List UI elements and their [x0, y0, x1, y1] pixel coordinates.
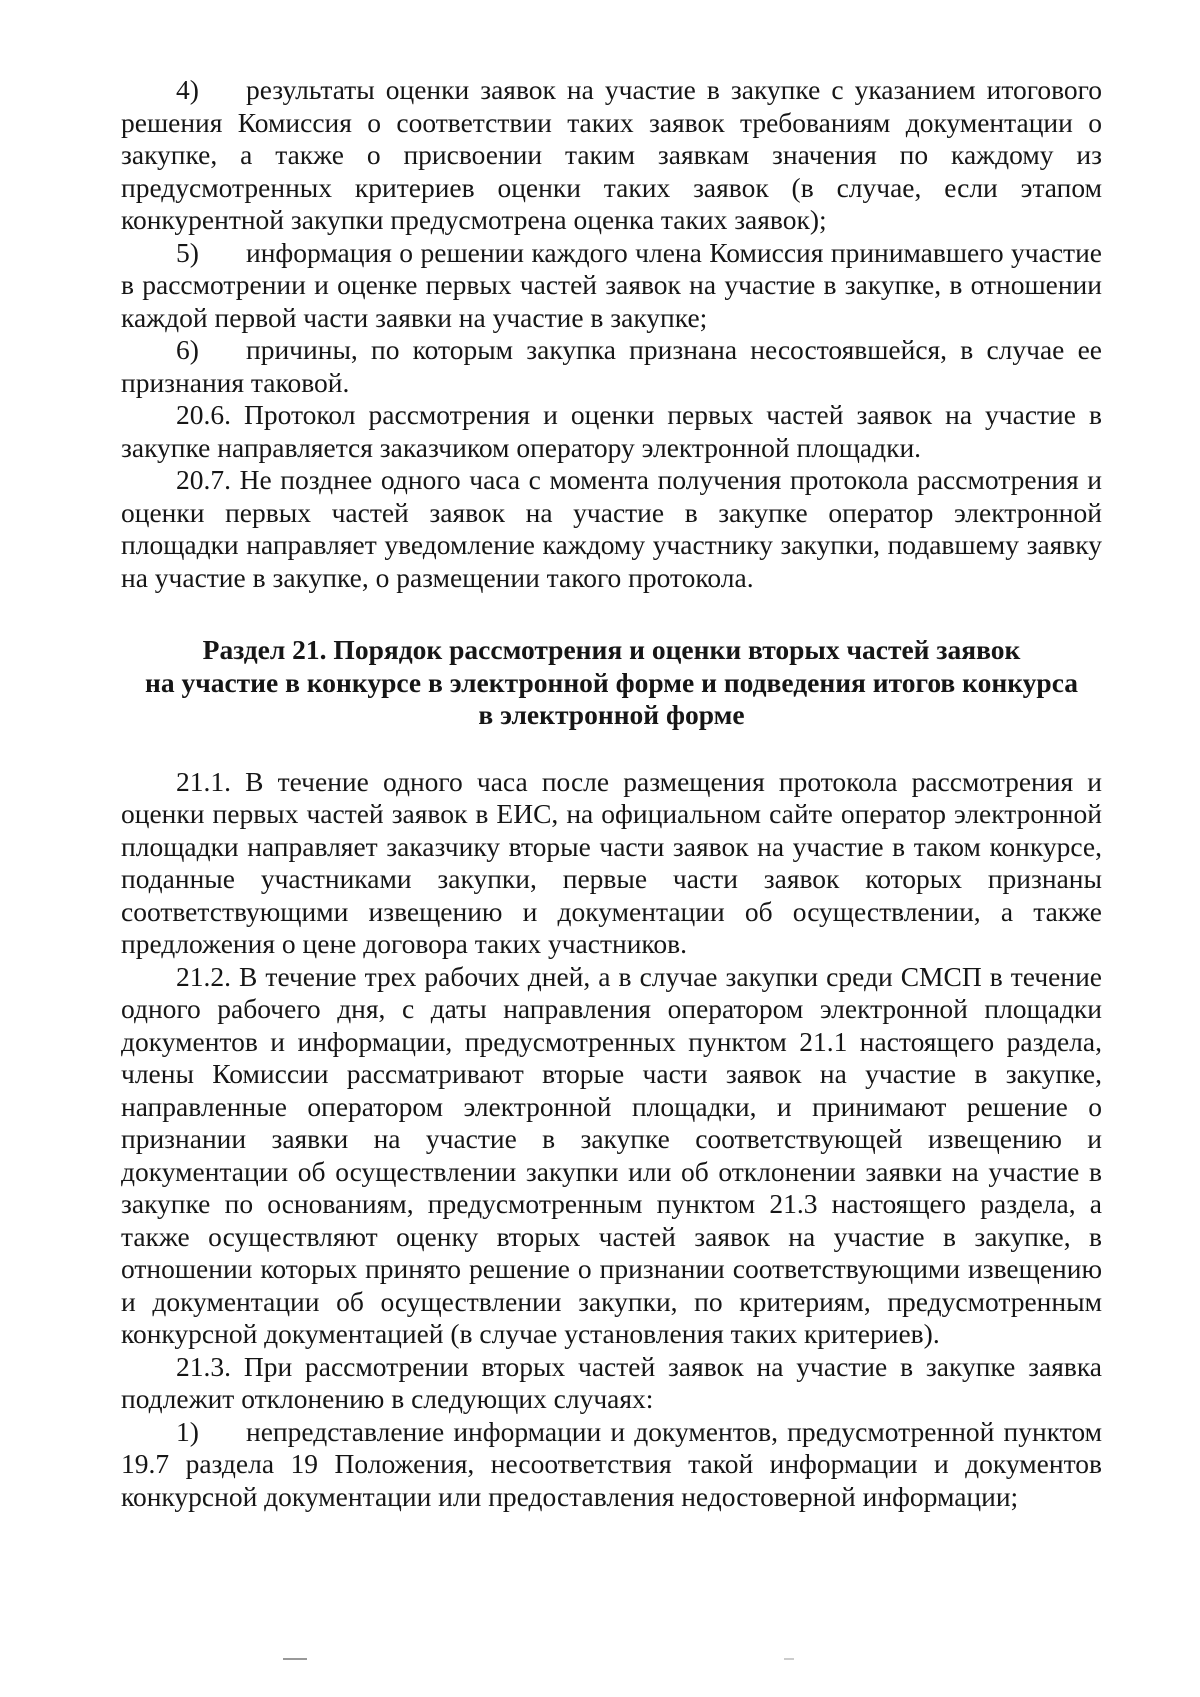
document-body — [121, 74, 1102, 1513]
section-heading-line-1: Раздел 21. Порядок рассмотрения и оценки вторых частей заявок — [202, 634, 1021, 665]
list-item — [121, 74, 1102, 237]
list-item-number: 5) — [176, 236, 199, 268]
list-item — [121, 1416, 1102, 1514]
list-item — [121, 334, 1102, 399]
section-heading-line-2: на участие в конкурсе в электронной форме и подведения итогов конкурса — [144, 666, 1079, 698]
paragraph-21-3: 21.3. При рассмотрении вторых частей заявок на участие в закупке заявка подлежит отклонению в следующих случаях: — [121, 1350, 1102, 1414]
section-heading — [121, 634, 1102, 732]
paragraph-20-7: 20.7. Не позднее одного часа с момента получения протокола рассмотрения и оценки первых частей заявок на участие в закупке оператор электронной площадки направляет уведомление каждому участнику закупки, подавшему заявку на участие в закупке, о размещении такого протокола. — [121, 464, 1102, 593]
list-item-number: 1) — [176, 1415, 199, 1447]
scan-artifact — [784, 1658, 794, 1660]
list-item-text: непредставление информации и документов, предусмотренной пунктом 19.7 раздела 19 Положения, несоответствия такой информации и документов конкурсной документации или предоставления недостоверной информации; — [121, 1415, 1102, 1512]
paragraph-21-2: 21.2. В течение трех рабочих дней, а в случае закупки среди СМСП в течение одного рабочего дня, с даты направления оператором электронной площадки документов и информации, предусмотренных пунктом 21.1 настоящего раздела, члены Комиссии рассматривают вторые части заявок на участие в закупке, направленные оператором электронной площадки, и принимают решение о признании заявки на участие в закупке соответствующей извещению и документации об осуществлении закупки или об отклонении заявки на участие в закупке по основаниям, предусмотренным пунктом 21.3 настоящего раздела, а также осуществляют оценку вторых частей заявок на участие в закупке, в отношении которых принято решение о признании соответствующими извещению и документации об осуществлении закупки, по критериям, предусмотренным конкурсной документацией (в случае установления таких критериев). — [121, 960, 1102, 1349]
list-item-number: 4) — [176, 74, 199, 105]
section-heading-line-3: в электронной форме — [478, 699, 745, 730]
list-item — [121, 237, 1102, 335]
paragraph-21-1: 21.1. В течение одного часа после размещения протокола рассмотрения и оценки первых частей заявок в ЕИС, на официальном сайте оператор электронной площадки направляет заказчику вторые части заявок на участие в таком конкурсе, поданные участниками закупки, первые части заявок которых признаны соответствующими извещению и документации об осуществлении, а также предложения о цене договора таких участников. — [121, 765, 1102, 959]
list-item-text: причины, по которым закупка признана несостоявшейся, в случае ее признания таковой. — [121, 334, 1102, 398]
list-item-number: 6) — [176, 334, 199, 365]
list-item-text: информация о решении каждого члена Комиссия принимавшего участие в рассмотрении и оценке первых частей заявок на участие в закупке, в отношении каждой первой части заявки на участие в закупке; — [121, 236, 1102, 333]
scan-artifact — [283, 1658, 307, 1660]
paragraph-20-6: 20.6. Протокол рассмотрения и оценки первых частей заявок на участие в закупке направляется заказчиком оператору электронной площадки. — [121, 399, 1102, 463]
list-item-text: результаты оценки заявок на участие в закупке с указанием итогового решения Комиссия о соответствии таких заявок требованиям документации о закупке, а также о присвоении таким заявкам значения по каждому из предусмотренных критериев оценки таких заявок (в случае, если этапом конкурентной закупки предусмотрена оценка таких заявок); — [121, 74, 1102, 235]
